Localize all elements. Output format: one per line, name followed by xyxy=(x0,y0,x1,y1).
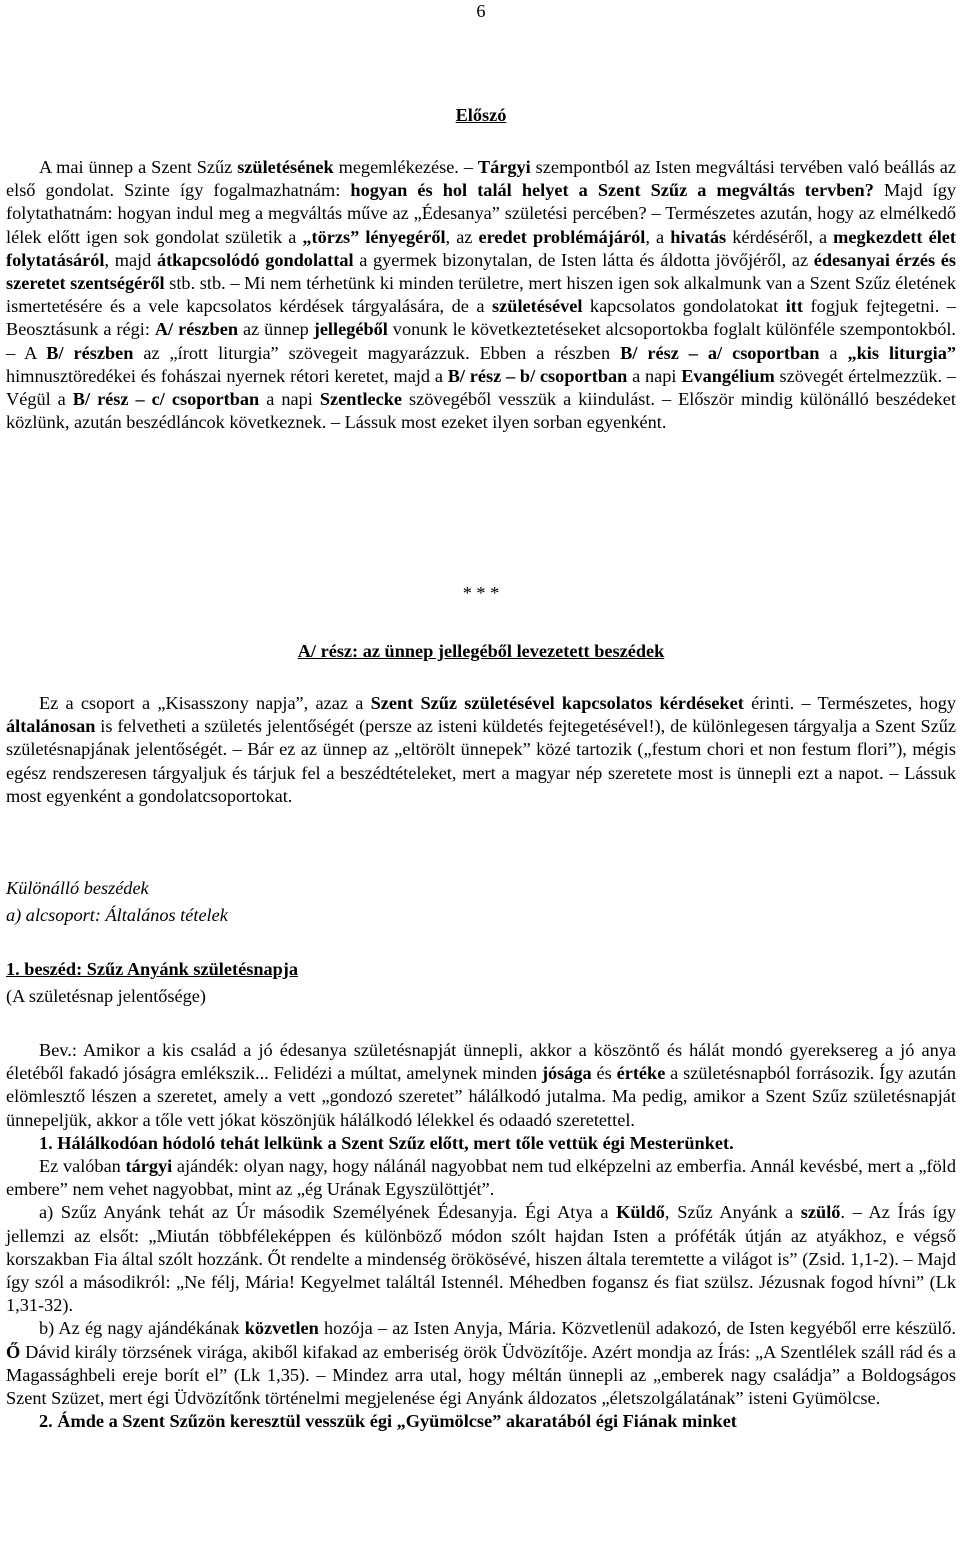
subheading-separate-speeches: Különálló beszédek xyxy=(6,878,149,898)
section-heading: A/ rész: az ünnep jellegéből levezetett beszédek xyxy=(297,641,665,661)
speech-subtitle: (A születésnap jelentősége) xyxy=(6,986,207,1006)
section-paragraph: Ez a csoport a „Kisasszony napja”, azaz a Szent Szűz születésével kapcsolatos kérdéseket érinti. – Természetes, hogy általánosan is felvetheti a születés jelentőségét (persze az isteni küldetés fejtegetésével!), de különlegesen tárgyalja a Szent Szűz születésnapjának jelentőségét. – Bár ez az ünnep az „eltörölt ünnepek” közé tartozik („festum chori et non festum flori”), mégis egész rendszeresen tárgyaljuk és tárjuk fel a beszédtételeket, mert a magyar nép szeretete most is ünnepli ezt a napot. – Lássuk most egyenként a gondolatcsoportokat. xyxy=(6,693,957,806)
page-number: 6 xyxy=(476,1,486,21)
section-separator: * * * xyxy=(462,583,500,603)
preface-heading: Előszó xyxy=(455,105,507,125)
intro-paragraph: A mai ünnep a Szent Szűz születésének megemlékezése. – Tárgyi szempontból az Isten megváltási tervében való beállás az első gondolat. Szinte így fogalmazhatnám: hogyan és hol talál helyet a Szent Szűz a megváltás tervben? Majd így folytathatnám: hogyan indul meg a megváltás műve az „Édesanya” születési percében? – Természetes azután, hogy az elmélkedő lélek előtt igen sok gondolat születik a „törzs” lényegéről, az eredet problémájáról, a hivatás kérdéséről, a megkezdett élet folytatásáról, majd átkapcsolódó gondolattal a gyermek bizonytalan, de Isten látta és áldotta jövőjéről, az édesanyai érzés és szeretet szentségéről stb. stb. – Mi nem térhetünk ki minden területre, mert hiszen igen sok alkalmunk van a Szent Szűz életének ismertetésére és a vele kapcsolatos kérdések tárgyalására, de a születésével kapcsolatos gondolatokat itt fogjuk fejtegetni. – Beosztásunk a régi: A/ részben az ünnep jellegéből vonunk le következtetéseket alcsoportokba foglalt különféle szempontokból. – A B/ részben az „írott liturgia” szövegeit magyarázzuk. Ebben a részben B/ rész – a/ csoportban a „kis liturgia” himnusztöredékei és fohászai nyernek rétori keretet, majd a B/ rész – b/ csoportban a napi Evangélium szövegét értelmezzük. – Végül a B/ rész – c/ csoportban a napi Szentlecke szövegéből vesszük a kiindulást. – Először mindig különálló beszédeket közlünk, azután beszédláncok következnek. – Lássuk most ezeket ilyen sorban egyenként. xyxy=(6,157,957,433)
speech-title: 1. beszéd: Szűz Anyánk születésnapja xyxy=(6,959,299,979)
speech-body: Bev.: Amikor a kis család a jó édesanya születésnapját ünnepli, akkor a köszöntő és hálát mondó gyereksereg a jó anya életéből fakadó jóságra emlékszik... Felidézi a múltat, amelynek minden jósága és értéke a születésnapból forrásozik. Így azután elömlesztő lészen a szeretet, amely a vett „gondozó szeretet” hálálkodó jutalma. Ma pedig, amikor a Szent Szűz születésnapját ünnepeljük, akkor a tőle vett jókat köszönjük hálálkodó lélekkel és odaadó szeretettel. 1. Hálálkodóan hódoló tehát lelkünk a Szent Szűz előtt, mert tőle vettük égi Mesterünket. Ez valóban tárgyi ajándék: olyan nagy, hogy nálánál nagyobbat nem tud elképzelni az emberfia. Annál kevésbé, mert a „föld embere” nem vehet nagyobbat, mint az „ég Urának Egyszülöttjét”. a) Szűz Anyánk tehát az Úr második Személyének Édesanyja. Égi Atya a Küldő, Szűz Anyánk a szülő. – Az Írás így jellemzi az elsőt: „Miután többféleképpen és különböző módon szólt hajdan Isten a próféták útján az atyákhoz, e végső korszakban Fia által szólt hozzánk. Őt rendelte a mindenség örökösévé, hiszen általa teremtette a világot is” (Zsid. 1,1-2). – Majd így szól a másodikról: „Ne félj, Mária! Kegyelmet találtál Istennél. Méhedben fogansz és fiat szülsz. Jézusnak fogod hívni” (Lk 1,31-32). b) Az ég nagy ajándékának közvetlen hozója – az Isten Anyja, Mária. Közvetlenül adakozó, de Isten kegyéből erre készülő. Ő Dávid király törzsének virága, akiből kifakad az emberiség örök Üdvözítője. Azért mondja az Írás: „A Szentlélek száll rád és a Magassághbeli ereje borít el” (Lk 1,35). – Mindez arra utal, hogy méltán ünnepli az „emberek nagy családja” a Boldogságos Szent Szüzet, mert égi Üdvözítőnk történelmi megjelenése égi Anyánk áldozatos „életszolgálatának” isteni Gyümölcse. 2. Ámde a Szent Szűzön keresztül vesszük égi „Gyümölcse” akaratából égi Fiának minket xyxy=(6,1040,957,1432)
subheading-subgroup: a) alcsoport: Általános tételek xyxy=(6,905,228,925)
